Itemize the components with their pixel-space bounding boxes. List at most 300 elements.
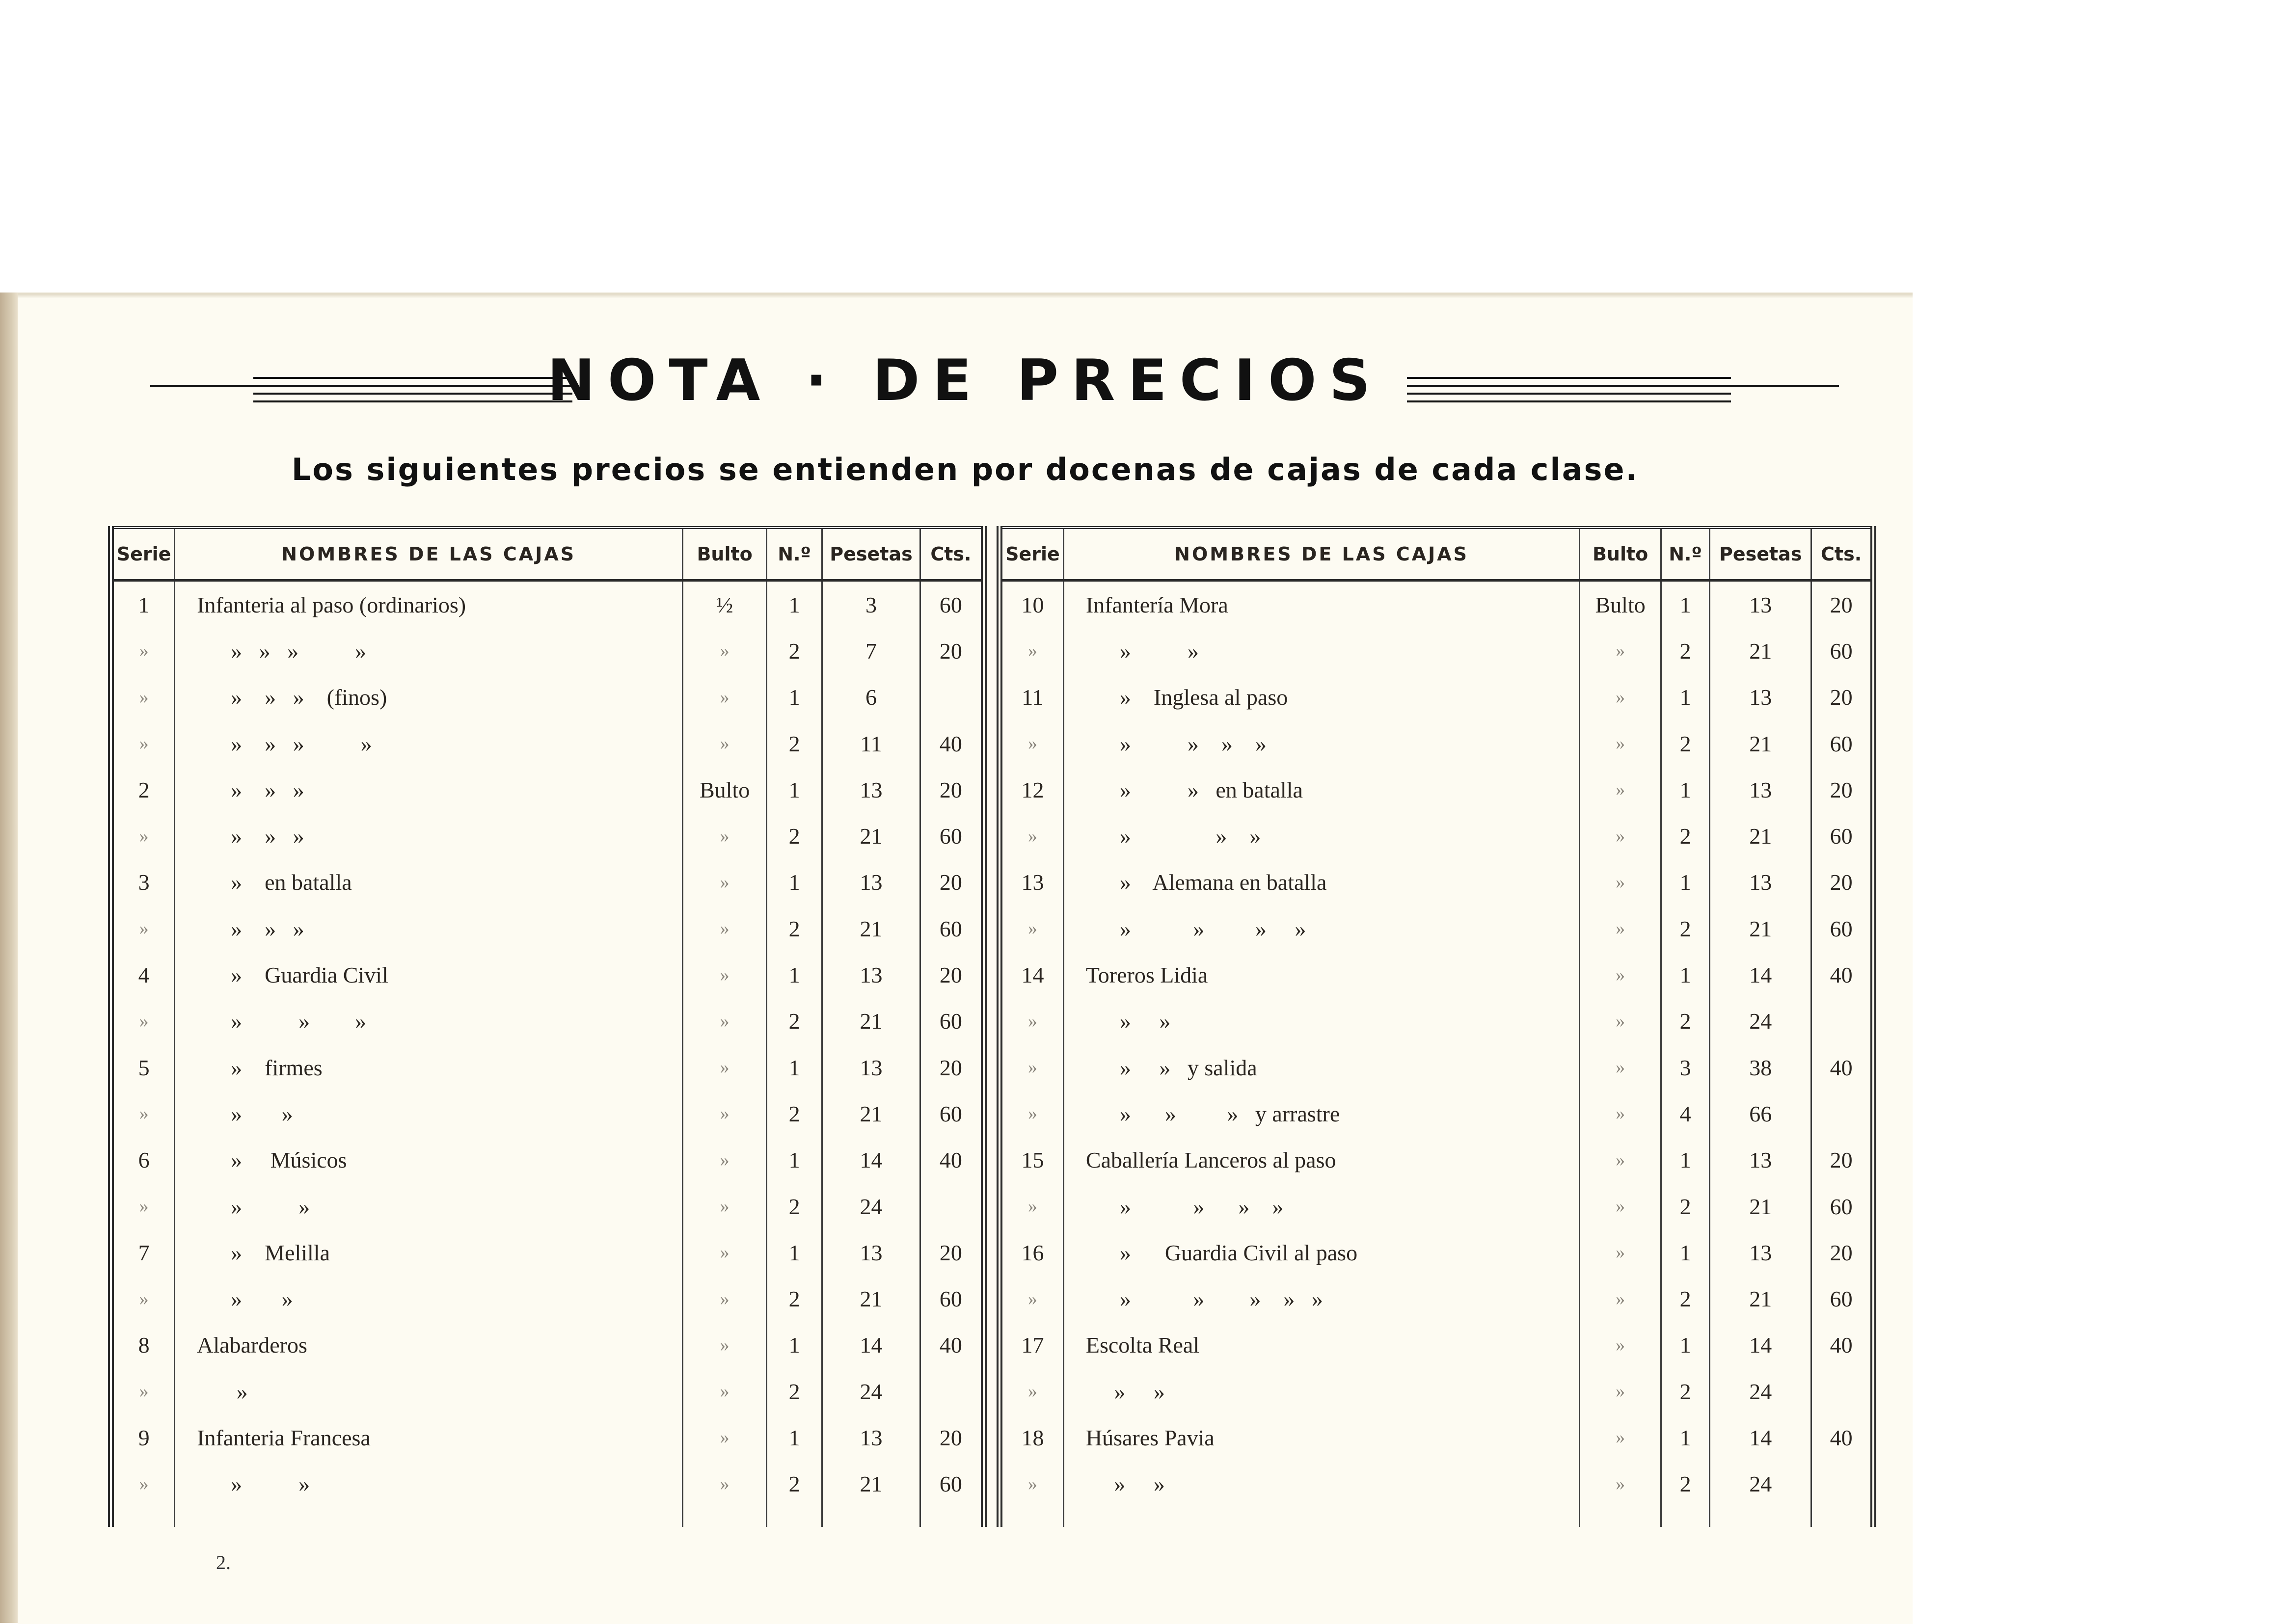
table-row	[111, 859, 984, 905]
cell-bulto: »	[683, 720, 767, 767]
cell-numero: 2	[767, 1461, 822, 1507]
table-row	[111, 767, 984, 813]
table-row	[111, 1137, 984, 1183]
cell-numero: 1	[767, 581, 822, 628]
cell-pesetas: 21	[1710, 1276, 1811, 1322]
cell-pesetas: 13	[822, 767, 920, 813]
cell-cts: 60	[1830, 638, 1853, 664]
cell-bulto: »	[1580, 628, 1661, 674]
cell-nombre: » Guardia Civil al paso	[1063, 1229, 1579, 1276]
table-row	[999, 628, 1873, 674]
cell-numero: 2	[767, 998, 822, 1044]
table-row	[999, 1276, 1873, 1322]
price-table-right-body	[999, 581, 1873, 1527]
cell-pesetas: 21	[822, 905, 920, 952]
cell-nombre: » » en batalla	[1063, 767, 1579, 813]
cell-pesetas: 14	[1710, 1414, 1811, 1461]
cell-pesetas: 13	[822, 1229, 920, 1276]
cell-bulto: Bulto	[683, 767, 767, 813]
cell-numero: 1	[1661, 581, 1709, 628]
table-row	[111, 1044, 984, 1091]
cell-serie: 6	[111, 1137, 175, 1183]
cell-bulto: »	[683, 1368, 767, 1414]
table-row	[111, 1368, 984, 1414]
cell-numero: 2	[1661, 813, 1709, 859]
table-row	[999, 813, 1873, 859]
cell-numero: 1	[1661, 859, 1709, 905]
cell-nombre: » Inglesa al paso	[1063, 674, 1579, 720]
cell-nombre: » »	[1063, 628, 1579, 674]
cell-serie: »	[111, 674, 175, 720]
cell-serie: »	[111, 1183, 175, 1229]
cell-nombre: » Músicos	[175, 1137, 683, 1183]
header-nombre: NOMBRES DE LAS CAJAS	[175, 528, 683, 581]
cell-serie: »	[999, 998, 1063, 1044]
cell-serie: 17	[999, 1322, 1063, 1368]
price-table-right	[997, 526, 1876, 1527]
cell-nombre: » »	[175, 1091, 683, 1137]
header-cts: Cts.	[920, 528, 984, 581]
table-padding-row	[999, 1507, 1873, 1527]
cell-cts: 40	[939, 1147, 962, 1173]
cell-pesetas: 21	[822, 1276, 920, 1322]
cell-bulto: »	[1580, 952, 1661, 998]
cell-cts: 20	[1830, 1147, 1853, 1173]
cell-nombre: Escolta Real	[1063, 1322, 1579, 1368]
cell-numero: 2	[1661, 1183, 1709, 1229]
header-numero: N.º	[767, 528, 822, 581]
cell-cts: 40	[1830, 962, 1853, 988]
cell-nombre: Húsares Pavia	[1063, 1414, 1579, 1461]
table-padding-cell	[822, 1507, 920, 1527]
table-header-row	[999, 528, 1873, 581]
cell-bulto: »	[683, 674, 767, 720]
cell-pesetas: 13	[1710, 767, 1811, 813]
cell-numero: 1	[767, 1414, 822, 1461]
price-table-left	[108, 526, 987, 1527]
cell-bulto: »	[1580, 1044, 1661, 1091]
cell-bulto: »	[683, 952, 767, 998]
cell-numero: 1	[1661, 1414, 1709, 1461]
header-cts: Cts.	[1811, 528, 1873, 581]
cell-numero: 2	[1661, 1276, 1709, 1322]
cell-pesetas: 14	[822, 1322, 920, 1368]
cell-serie: »	[111, 1276, 175, 1322]
cell-cts: 20	[1830, 777, 1853, 802]
cell-pesetas: 38	[1710, 1044, 1811, 1091]
table-row	[111, 813, 984, 859]
cell-numero: 1	[767, 859, 822, 905]
table-row	[999, 998, 1873, 1044]
cell-nombre: » » »	[175, 767, 683, 813]
cell-numero: 4	[1661, 1091, 1709, 1137]
cell-cts: 20	[1830, 870, 1853, 895]
cell-pesetas: 21	[822, 998, 920, 1044]
cell-pesetas: 13	[822, 1414, 920, 1461]
cell-bulto: »	[683, 1322, 767, 1368]
cell-serie: 18	[999, 1414, 1063, 1461]
table-row	[111, 905, 984, 952]
cell-bulto: Bulto	[1580, 581, 1661, 628]
cell-bulto: »	[1580, 1091, 1661, 1137]
header-numero: N.º	[1661, 528, 1709, 581]
table-padding-cell	[111, 1507, 175, 1527]
page-title: NOTA · DE PRECIOS	[547, 347, 1383, 414]
cell-numero: 1	[1661, 767, 1709, 813]
cell-serie: »	[999, 1276, 1063, 1322]
table-row	[111, 720, 984, 767]
cell-numero: 2	[767, 813, 822, 859]
cell-nombre: » » y salida	[1063, 1044, 1579, 1091]
cell-serie: »	[999, 1183, 1063, 1229]
cell-cts: 20	[939, 1425, 962, 1450]
cell-cts: 60	[939, 1286, 962, 1312]
cell-bulto: ½	[683, 581, 767, 628]
table-row	[999, 952, 1873, 998]
cell-nombre: » en batalla	[175, 859, 683, 905]
cell-serie: »	[111, 1091, 175, 1137]
cell-serie: 3	[111, 859, 175, 905]
cell-nombre: »	[175, 1368, 683, 1414]
cell-bulto: »	[1580, 859, 1661, 905]
cell-cts: 60	[939, 1101, 962, 1126]
cell-bulto: »	[1580, 1229, 1661, 1276]
cell-nombre: Alabarderos	[175, 1322, 683, 1368]
page-subtitle: Los siguientes precios se entienden por docenas de cajas de cada clase.	[291, 452, 1639, 487]
cell-serie: »	[111, 628, 175, 674]
cell-pesetas: 21	[822, 1091, 920, 1137]
cell-nombre: » » » »	[175, 720, 683, 767]
cell-pesetas: 13	[822, 1044, 920, 1091]
cell-numero: 2	[767, 1368, 822, 1414]
cell-numero: 2	[767, 1091, 822, 1137]
cell-serie: »	[111, 1368, 175, 1414]
cell-pesetas: 13	[822, 952, 920, 998]
cell-cts: 20	[939, 1240, 962, 1265]
cell-bulto: »	[1580, 1461, 1661, 1507]
cell-pesetas: 13	[1710, 1137, 1811, 1183]
cell-cts: 40	[1830, 1425, 1853, 1450]
page-number: 2.	[216, 1551, 231, 1573]
table-padding-cell	[767, 1507, 822, 1527]
cell-pesetas: 3	[822, 581, 920, 628]
cell-pesetas: 24	[822, 1368, 920, 1414]
cell-cts	[1811, 1461, 1873, 1507]
cell-numero: 1	[767, 1044, 822, 1091]
table-row	[111, 1276, 984, 1322]
table-row	[999, 1183, 1873, 1229]
cell-nombre: Infanteria al paso (ordinarios)	[175, 581, 683, 628]
table-row	[999, 581, 1873, 628]
header-bulto: Bulto	[683, 528, 767, 581]
cell-numero: 1	[767, 767, 822, 813]
cell-cts: 40	[939, 731, 962, 756]
cell-cts: 60	[939, 916, 962, 941]
cell-numero: 1	[767, 1229, 822, 1276]
cell-bulto: »	[683, 1044, 767, 1091]
cell-serie: »	[111, 1461, 175, 1507]
cell-nombre: » » » »	[1063, 1183, 1579, 1229]
table-row	[999, 905, 1873, 952]
cell-serie: »	[999, 1368, 1063, 1414]
cell-pesetas: 14	[1710, 1322, 1811, 1368]
cell-nombre: » »	[175, 1276, 683, 1322]
table-row	[999, 859, 1873, 905]
cell-bulto: »	[1580, 720, 1661, 767]
cell-cts: 60	[1830, 731, 1853, 756]
cell-bulto: »	[683, 998, 767, 1044]
cell-cts: 60	[1830, 1286, 1853, 1312]
cell-cts: 60	[1830, 824, 1853, 849]
cell-nombre: » » »	[175, 813, 683, 859]
table-row	[111, 1461, 984, 1507]
table-row	[111, 674, 984, 720]
cell-serie: 13	[999, 859, 1063, 905]
cell-numero: 2	[767, 628, 822, 674]
cell-pesetas: 66	[1710, 1091, 1811, 1137]
cell-bulto: »	[1580, 1322, 1661, 1368]
cell-serie: 11	[999, 674, 1063, 720]
cell-pesetas: 14	[1710, 952, 1811, 998]
table-row	[999, 1229, 1873, 1276]
table-row	[999, 1044, 1873, 1091]
cell-numero: 2	[767, 1183, 822, 1229]
table-row	[999, 1368, 1873, 1414]
cell-nombre: Infanteria Francesa	[175, 1414, 683, 1461]
cell-pesetas: 24	[1710, 1368, 1811, 1414]
cell-pesetas: 24	[1710, 998, 1811, 1044]
cell-serie: 14	[999, 952, 1063, 998]
cell-nombre: » Alemana en batalla	[1063, 859, 1579, 905]
cell-bulto: »	[1580, 1368, 1661, 1414]
table-row	[999, 1137, 1873, 1183]
cell-bulto: »	[1580, 998, 1661, 1044]
table-row	[111, 1414, 984, 1461]
cell-cts: 60	[1830, 1194, 1853, 1219]
cell-serie: »	[111, 998, 175, 1044]
table-row	[999, 1322, 1873, 1368]
cell-serie: 12	[999, 767, 1063, 813]
cell-pesetas: 21	[1710, 905, 1811, 952]
cell-numero: 2	[1661, 905, 1709, 952]
cell-bulto: »	[1580, 905, 1661, 952]
cell-pesetas: 24	[822, 1183, 920, 1229]
cell-pesetas: 11	[822, 720, 920, 767]
cell-nombre: » »	[175, 1461, 683, 1507]
cell-nombre: » » » y arrastre	[1063, 1091, 1579, 1137]
cell-pesetas: 21	[1710, 1183, 1811, 1229]
cell-bulto: »	[683, 1276, 767, 1322]
cell-pesetas: 13	[1710, 581, 1811, 628]
table-header-row	[111, 528, 984, 581]
table-padding-cell	[920, 1507, 984, 1527]
table-row	[111, 628, 984, 674]
price-list-page	[18, 293, 1913, 1624]
cell-nombre: Caballería Lanceros al paso	[1063, 1137, 1579, 1183]
table-padding-cell	[683, 1507, 767, 1527]
table-padding-cell	[1580, 1507, 1661, 1527]
cell-pesetas: 21	[822, 1461, 920, 1507]
cell-cts: 20	[1830, 685, 1853, 710]
header-bulto: Bulto	[1580, 528, 1661, 581]
table-row	[111, 952, 984, 998]
table-padding-cell	[175, 1507, 683, 1527]
cell-bulto: »	[1580, 767, 1661, 813]
cell-bulto: »	[683, 859, 767, 905]
table-padding-row	[111, 1507, 984, 1527]
cell-numero: 1	[1661, 674, 1709, 720]
table-padding-cell	[1063, 1507, 1579, 1527]
cell-serie: 7	[111, 1229, 175, 1276]
cell-bulto: »	[683, 905, 767, 952]
cell-nombre: » »	[175, 1183, 683, 1229]
cell-serie: »	[999, 720, 1063, 767]
cell-numero: 2	[767, 720, 822, 767]
cell-pesetas: 13	[1710, 859, 1811, 905]
table-padding-cell	[999, 1507, 1063, 1527]
cell-bulto: »	[683, 1414, 767, 1461]
cell-pesetas: 13	[1710, 1229, 1811, 1276]
cell-numero: 2	[1661, 628, 1709, 674]
cell-pesetas: 21	[1710, 628, 1811, 674]
page-top-shadow	[18, 293, 1913, 298]
cell-bulto: »	[1580, 813, 1661, 859]
cell-numero: 1	[767, 674, 822, 720]
cell-pesetas: 14	[822, 1137, 920, 1183]
header-nombre: NOMBRES DE LAS CAJAS	[1063, 528, 1579, 581]
cell-nombre: » »	[1063, 1368, 1579, 1414]
cell-cts: 20	[939, 638, 962, 664]
table-row	[999, 1414, 1873, 1461]
cell-cts: 40	[1830, 1332, 1853, 1358]
table-row	[111, 581, 984, 628]
cell-serie: »	[999, 1461, 1063, 1507]
cell-serie: 16	[999, 1229, 1063, 1276]
header-serie: Serie	[999, 528, 1063, 581]
cell-cts: 20	[939, 962, 962, 988]
cell-serie: »	[999, 1091, 1063, 1137]
cell-serie: »	[111, 813, 175, 859]
cell-pesetas: 13	[822, 859, 920, 905]
cell-cts: 20	[1830, 592, 1853, 617]
table-row	[999, 1461, 1873, 1507]
cell-serie: »	[999, 1044, 1063, 1091]
cell-nombre: » Melilla	[175, 1229, 683, 1276]
cell-numero: 1	[1661, 1229, 1709, 1276]
cell-nombre: » » » (finos)	[175, 674, 683, 720]
cell-nombre: » »	[1063, 998, 1579, 1044]
table-row	[111, 998, 984, 1044]
cell-numero: 1	[767, 1137, 822, 1183]
cell-cts: 20	[939, 1055, 962, 1080]
cell-bulto: »	[683, 1229, 767, 1276]
cell-numero: 2	[1661, 1368, 1709, 1414]
cell-cts: 60	[1830, 916, 1853, 941]
cell-bulto: »	[683, 628, 767, 674]
cell-serie: 10	[999, 581, 1063, 628]
cell-numero: 1	[1661, 952, 1709, 998]
header-pesetas: Pesetas	[1710, 528, 1811, 581]
cell-numero: 1	[1661, 1137, 1709, 1183]
cell-pesetas: 7	[822, 628, 920, 674]
cell-bulto: »	[1580, 1276, 1661, 1322]
cell-serie: 2	[111, 767, 175, 813]
cell-nombre: » » »	[175, 905, 683, 952]
cell-serie: »	[111, 905, 175, 952]
cell-pesetas: 24	[1710, 1461, 1811, 1507]
cell-pesetas: 21	[1710, 813, 1811, 859]
table-row	[999, 720, 1873, 767]
table-row	[999, 767, 1873, 813]
cell-cts: 40	[939, 1332, 962, 1358]
cell-serie: 4	[111, 952, 175, 998]
cell-serie: »	[111, 720, 175, 767]
cell-serie: 9	[111, 1414, 175, 1461]
cell-nombre: » » »	[175, 998, 683, 1044]
cell-cts: 60	[939, 592, 962, 617]
table-padding-cell	[1811, 1507, 1873, 1527]
cell-cts: 60	[939, 1471, 962, 1497]
cell-pesetas: 21	[1710, 720, 1811, 767]
cell-cts	[1811, 1091, 1873, 1137]
table-row	[999, 1091, 1873, 1137]
cell-nombre: » » »	[1063, 813, 1579, 859]
cell-cts: 60	[939, 1009, 962, 1034]
cell-nombre: Toreros Lidia	[1063, 952, 1579, 998]
table-row	[111, 1322, 984, 1368]
cell-serie: »	[999, 628, 1063, 674]
cell-cts	[1811, 998, 1873, 1044]
cell-serie: »	[999, 813, 1063, 859]
cell-bulto: »	[683, 1461, 767, 1507]
cell-nombre: Infantería Mora	[1063, 581, 1579, 628]
page-edge	[0, 293, 20, 1623]
cell-cts	[920, 674, 984, 720]
cell-serie: 1	[111, 581, 175, 628]
cell-numero: 2	[1661, 720, 1709, 767]
cell-cts	[920, 1368, 984, 1414]
price-table-left-body	[111, 581, 984, 1527]
cell-nombre: » Guardia Civil	[175, 952, 683, 998]
cell-bulto: »	[1580, 1414, 1661, 1461]
cell-numero: 1	[767, 1322, 822, 1368]
cell-nombre: » » » » »	[1063, 1276, 1579, 1322]
cell-serie: 15	[999, 1137, 1063, 1183]
cell-numero: 2	[1661, 1461, 1709, 1507]
cell-cts: 20	[939, 870, 962, 895]
header-serie: Serie	[111, 528, 175, 581]
cell-pesetas: 13	[1710, 674, 1811, 720]
cell-nombre: » »	[1063, 1461, 1579, 1507]
cell-bulto: »	[1580, 674, 1661, 720]
table-row	[111, 1229, 984, 1276]
cell-bulto: »	[1580, 1137, 1661, 1183]
cell-numero: 2	[767, 905, 822, 952]
table-row	[111, 1091, 984, 1137]
cell-numero: 2	[1661, 998, 1709, 1044]
table-row	[111, 1183, 984, 1229]
cell-numero: 2	[767, 1276, 822, 1322]
cell-nombre: » » » »	[1063, 905, 1579, 952]
cell-pesetas: 21	[822, 813, 920, 859]
cell-serie: 8	[111, 1322, 175, 1368]
table-padding-cell	[1710, 1507, 1811, 1527]
cell-nombre: » » » »	[1063, 720, 1579, 767]
cell-serie: 5	[111, 1044, 175, 1091]
cell-nombre: » firmes	[175, 1044, 683, 1091]
table-padding-cell	[1661, 1507, 1709, 1527]
header-pesetas: Pesetas	[822, 528, 920, 581]
